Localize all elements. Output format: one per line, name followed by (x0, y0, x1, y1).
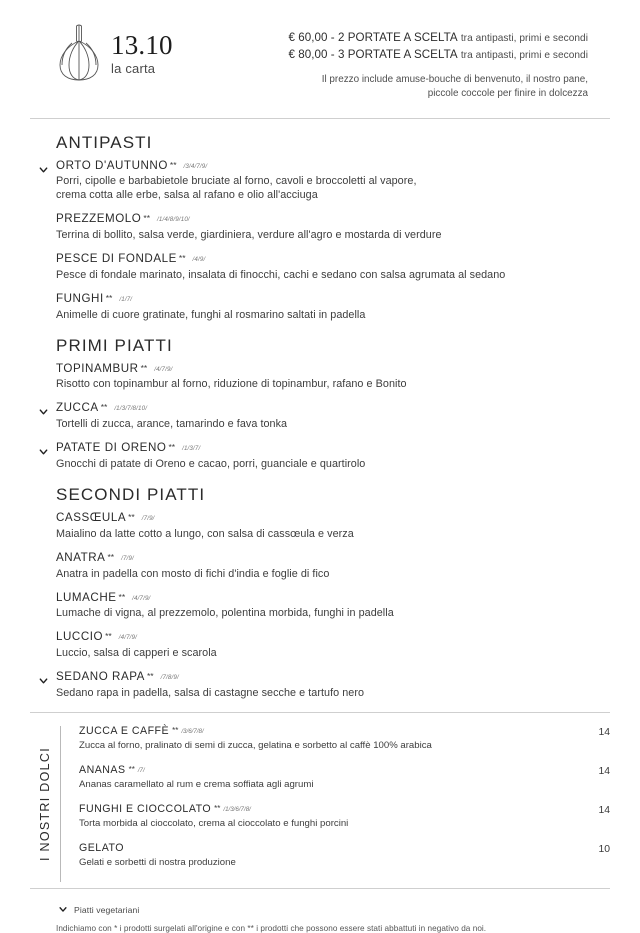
dish-name: ANATRA (56, 550, 106, 564)
dish-name: LUCCIO (56, 630, 104, 644)
dish-item (30, 363, 610, 392)
dolce-price: 10 (598, 844, 610, 856)
brand-name: 13.10 (111, 29, 173, 60)
price-option-amount: € 60,00 - 2 PORTATE A SCELTA (288, 31, 458, 44)
dish-item (30, 213, 610, 242)
dish-name: LUMACHE (56, 590, 117, 604)
dish-stars: ** (140, 362, 148, 373)
dish-stars: ** (143, 213, 151, 224)
dolce-main (79, 804, 584, 830)
dolce-name: GELATO (79, 842, 124, 855)
dish-head (56, 253, 610, 266)
dish-stars: ** (146, 671, 154, 682)
dish-name: PESCE DI FONDALE (56, 252, 177, 266)
brand-block (56, 18, 173, 84)
dish-allergen-codes: /1/4/8/9/10/ (157, 216, 190, 224)
menu-footer (0, 901, 640, 933)
dish-description-line: crema cotta alle erbe, salsa al rafano e olio all'acciuga (56, 189, 318, 202)
section-dolci (0, 726, 640, 882)
section-primi-piatti (30, 336, 610, 471)
dish-item (30, 671, 610, 700)
dish-stars: ** (107, 551, 115, 562)
dolce-description: Torta morbida al cioccolato, crema al cioccolato e funghi porcini (79, 817, 349, 829)
dolce-name: ANANAS (79, 764, 126, 777)
dish-item (30, 512, 610, 541)
dish-item (30, 552, 610, 581)
dish-description (56, 686, 610, 700)
dish-head (56, 671, 610, 684)
dish-description (56, 417, 610, 431)
dish-description-line: Maialino da latte cotto a lungo, con salsa di cassœula e verza (56, 527, 354, 540)
dish-stars: ** (178, 253, 186, 264)
dish-head (56, 160, 610, 173)
dolce-price: 14 (598, 726, 610, 738)
dolce-main (79, 726, 584, 752)
dish-allergen-codes: /3/4/7/9/ (183, 162, 208, 170)
dolce-head (79, 804, 584, 816)
dolce-item (79, 843, 610, 869)
dish-head (56, 592, 610, 605)
dish-name: PREZZEMOLO (56, 212, 142, 226)
dish-stars: ** (118, 591, 126, 602)
price-option-suffix: tra antipasti, primi e secondi (460, 33, 588, 44)
divider-dolci-top (30, 712, 610, 713)
dish-description (56, 646, 610, 660)
dish-item (30, 293, 610, 322)
section-title: ANTIPASTI (56, 132, 153, 152)
chevron-down-icon (58, 901, 74, 919)
dish-description (56, 457, 610, 471)
section-title: PRIMI PIATTI (56, 335, 173, 355)
footer-disclaimer: Indichiamo con * i prodotti surgelati all'origine e con ** i prodotti che possono essere stati abbattuti in negativo da noi. (56, 924, 487, 933)
dolce-description: Gelati e sorbetti di nostra produzione (79, 856, 236, 868)
divider-header (30, 118, 610, 119)
dish-description-line: Risotto con topinambur al forno, riduzione di topinambur, rafano e Bonito (56, 378, 407, 391)
dish-description-line: Sedano rapa in padella, salsa di castagne secche e tartufo nero (56, 686, 365, 699)
price-note-line: piccole coccole per finire in dolcezza (427, 88, 588, 100)
dolce-name: ZUCCA E CAFFÈ (79, 724, 170, 737)
dish-allergen-codes: /4/7/9/ (154, 365, 173, 373)
dish-description-line: Lumache di vigna, al prezzemolo, polentina morbida, funghi in padella (56, 607, 394, 620)
dolce-stars: ** (214, 804, 221, 814)
dish-description-line: Animelle di cuore gratinate, funghi al rosmarino saltati in padella (56, 308, 366, 321)
dish-head (56, 512, 610, 525)
chevron-down-icon (38, 444, 49, 455)
dish-allergen-codes: /1/3/7/8/10/ (114, 405, 148, 413)
dolci-list (79, 726, 610, 882)
chevron-down-icon (38, 404, 49, 415)
dish-stars: ** (100, 402, 108, 413)
dish-name: PATATE DI ORENO (56, 441, 167, 455)
brand-text (111, 29, 173, 76)
dish-stars: ** (128, 512, 135, 523)
dish-head (56, 402, 610, 415)
dish-name: ZUCCA (56, 401, 99, 415)
dish-description (56, 228, 610, 242)
dish-name: ORTO D'AUTUNNO (56, 158, 168, 172)
dolce-head (79, 843, 584, 855)
dolce-main (79, 765, 584, 791)
dish-allergen-codes: /7/9/ (141, 515, 155, 523)
menu-header (0, 0, 640, 102)
brand-subtitle: la carta (111, 60, 156, 76)
vegetarian-legend (58, 901, 610, 919)
dish-allergen-codes: /4/9/ (192, 256, 206, 264)
dolce-head (79, 765, 584, 777)
dish-item (30, 631, 610, 660)
dish-description (56, 174, 610, 202)
dish-description-line: Pesce di fondale marinato, insalata di finocchi, cachi e sedano con salsa agrumata al sedano (56, 268, 506, 281)
price-option-suffix: tra antipasti, primi e secondi (460, 49, 588, 61)
dolce-head (79, 726, 584, 738)
dish-description-line: Tortelli di zucca, arance, tamarindo e fava tonka (56, 418, 288, 431)
price-option-row (173, 30, 588, 47)
dish-head (56, 293, 610, 306)
dish-description-line: Anatra in padella con mosto di fichi d'india e foglie di fico (56, 567, 330, 580)
dish-description (56, 606, 610, 620)
dish-description-line: Luccio, salsa di capperi e scarola (56, 647, 217, 660)
dolce-item (79, 804, 610, 830)
dish-description (56, 567, 610, 581)
header-pricing (173, 18, 588, 102)
dish-head (56, 213, 610, 226)
dolce-stars: ** (172, 725, 179, 735)
dish-item (30, 442, 610, 471)
dolce-stars: ** (128, 765, 135, 775)
dish-stars: ** (105, 631, 112, 642)
dish-description-line: Gnocchi di patate di Oreno e cacao, porri, guanciale e quartirolo (56, 458, 366, 470)
dish-description (56, 268, 610, 282)
dish-item (30, 402, 610, 431)
dish-description (56, 377, 610, 391)
price-option-row (173, 47, 588, 64)
dish-name: TOPINAMBUR (56, 361, 139, 375)
dolci-label-text: I NOSTRI DOLCI (38, 747, 52, 862)
dish-description-line: Terrina di bollito, salsa verde, giardiniera, verdure all'agro e mostarda di verdure (56, 229, 442, 242)
section-title: SECONDI PIATTI (56, 485, 206, 505)
dish-allergen-codes: /7/8/9/ (160, 674, 179, 682)
dish-description (56, 308, 610, 322)
dolce-description: Zucca al forno, pralinato di semi di zucca, gelatina e sorbetto al caffè 100% arabica (79, 739, 432, 751)
dolce-item (79, 765, 610, 791)
chevron-down-icon (38, 162, 49, 173)
dish-allergen-codes: /7/9/ (121, 554, 134, 562)
dish-name: FUNGHI (56, 291, 104, 305)
dish-head (56, 442, 610, 455)
dish-description (56, 527, 610, 541)
chevron-down-icon (38, 673, 49, 684)
section-antipasti (30, 133, 610, 322)
divider-footer (30, 888, 610, 889)
dolce-price: 14 (598, 766, 610, 778)
dish-allergen-codes: /4/7/9/ (132, 594, 151, 602)
dolce-item (79, 726, 610, 752)
dolce-allergen-codes: /7/ (137, 767, 145, 775)
section-secondi-piatti (30, 485, 610, 700)
dolce-allergen-codes: /1/3/6/7/8/ (223, 806, 251, 814)
price-note-line: Il prezzo include amuse-bouche di benvenuto, il nostro pane, (321, 73, 588, 85)
dolce-main (79, 843, 584, 869)
dish-allergen-codes: /4/7/9/ (118, 634, 137, 642)
dolce-price: 14 (598, 805, 610, 817)
dish-allergen-codes: /1/7/ (119, 295, 133, 303)
dish-head (56, 363, 610, 376)
dish-stars: ** (105, 292, 113, 303)
dish-item (30, 592, 610, 621)
garlic-bulb-icon (56, 22, 102, 84)
dish-item (30, 160, 610, 203)
dish-head (56, 552, 610, 565)
dolce-allergen-codes: /3/6/7/8/ (181, 727, 204, 735)
menu-sections (0, 133, 640, 700)
dish-name: CASSŒULA (56, 511, 127, 525)
dolce-name: FUNGHI E CIOCCOLATO (79, 803, 212, 816)
dish-allergen-codes: /1/3/7/ (182, 445, 201, 453)
dolce-description: Ananas caramellato al rum e crema soffiata agli agrumi (79, 778, 314, 790)
price-note (173, 73, 588, 102)
price-option-amount: € 80,00 - 3 PORTATE A SCELTA (288, 47, 458, 61)
dish-stars: ** (168, 442, 176, 453)
dish-head (56, 631, 610, 644)
dish-item (30, 253, 610, 282)
dish-name: SEDANO RAPA (56, 670, 145, 684)
dish-description-line: Porri, cipolle e barbabietole bruciate al forno, cavoli e broccoletti al vapore, (56, 175, 417, 188)
vegetarian-legend-text: Piatti vegetariani (74, 905, 140, 916)
dish-stars: ** (169, 159, 177, 170)
dolci-vertical-label (30, 726, 61, 882)
